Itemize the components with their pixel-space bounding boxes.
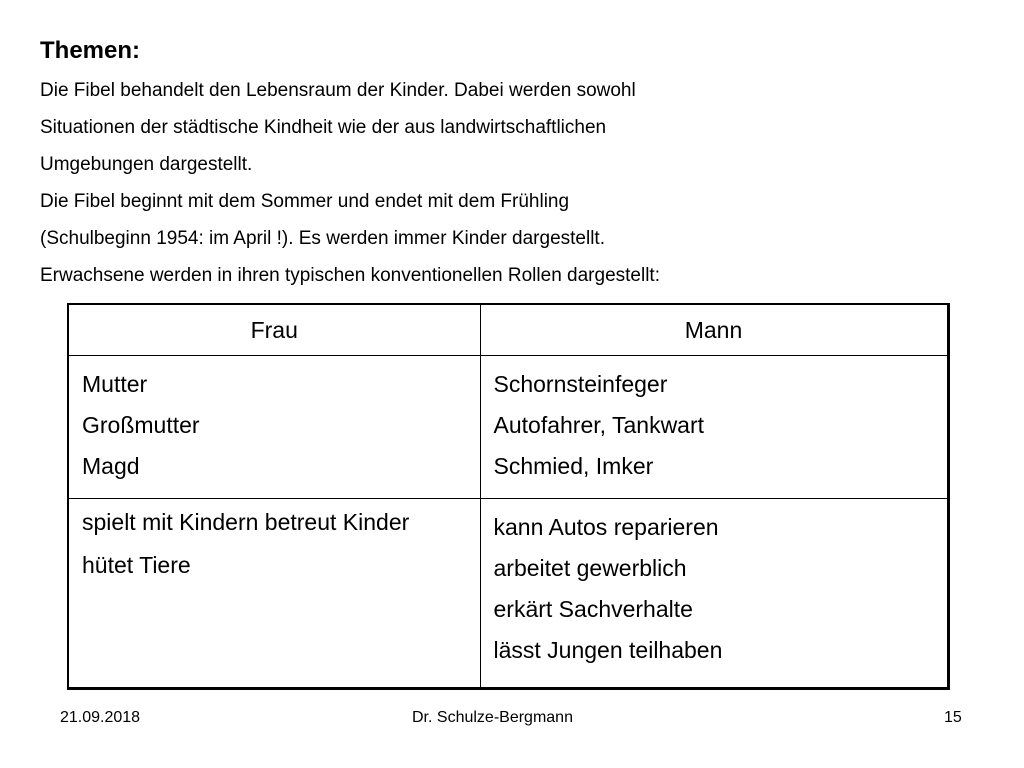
table-row [68,499,948,689]
frau-cell [68,499,480,689]
role-item: Autofahrer, Tankwart [493,412,705,438]
role-item: Magd [82,453,140,479]
intro-line: Erwachsene werden in ihren typischen konventionellen Rollen dargestellt: [40,265,660,286]
intro-line: Umgebungen dargestellt. [40,154,253,175]
role-item: erkärt Sachverhalte [493,596,693,622]
intro-text [40,72,1000,294]
table-row [68,356,948,499]
role-item: Schmied, Imker [493,453,654,479]
roles-table [67,303,950,690]
table-header-row [68,304,948,356]
role-item: arbeitet gewerblich [493,555,687,581]
mann-cell [480,499,948,689]
role-item: Mutter [82,371,148,397]
frau-cell [68,356,480,499]
intro-line: Situationen der städtische Kindheit wie der aus landwirtschaftlichen [40,117,607,138]
mann-cell [480,356,948,499]
footer-date: 21.09.2018 [60,709,141,726]
page-number: 15 [944,709,962,726]
role-item: Großmutter [82,412,200,438]
header-mann: Mann [480,304,948,356]
slide-title: Themen: [40,37,141,64]
role-item: spielt mit Kindern betreut Kinder [82,509,410,535]
intro-line: Die Fibel beginnt mit dem Sommer und endet mit dem Frühling [40,191,570,212]
footer-author: Dr. Schulze-Bergmann [412,709,573,726]
role-item: Schornsteinfeger [493,371,668,397]
header-frau: Frau [68,304,480,356]
intro-line: (Schulbeginn 1954: im April !). Es werden immer Kinder dargestellt. [40,228,605,249]
role-item: hütet Tiere [82,552,191,578]
intro-line: Die Fibel behandelt den Lebensraum der Kinder. Dabei werden sowohl [40,80,636,101]
role-item: lässt Jungen teilhaben [493,637,723,663]
role-item: kann Autos reparieren [493,514,719,540]
